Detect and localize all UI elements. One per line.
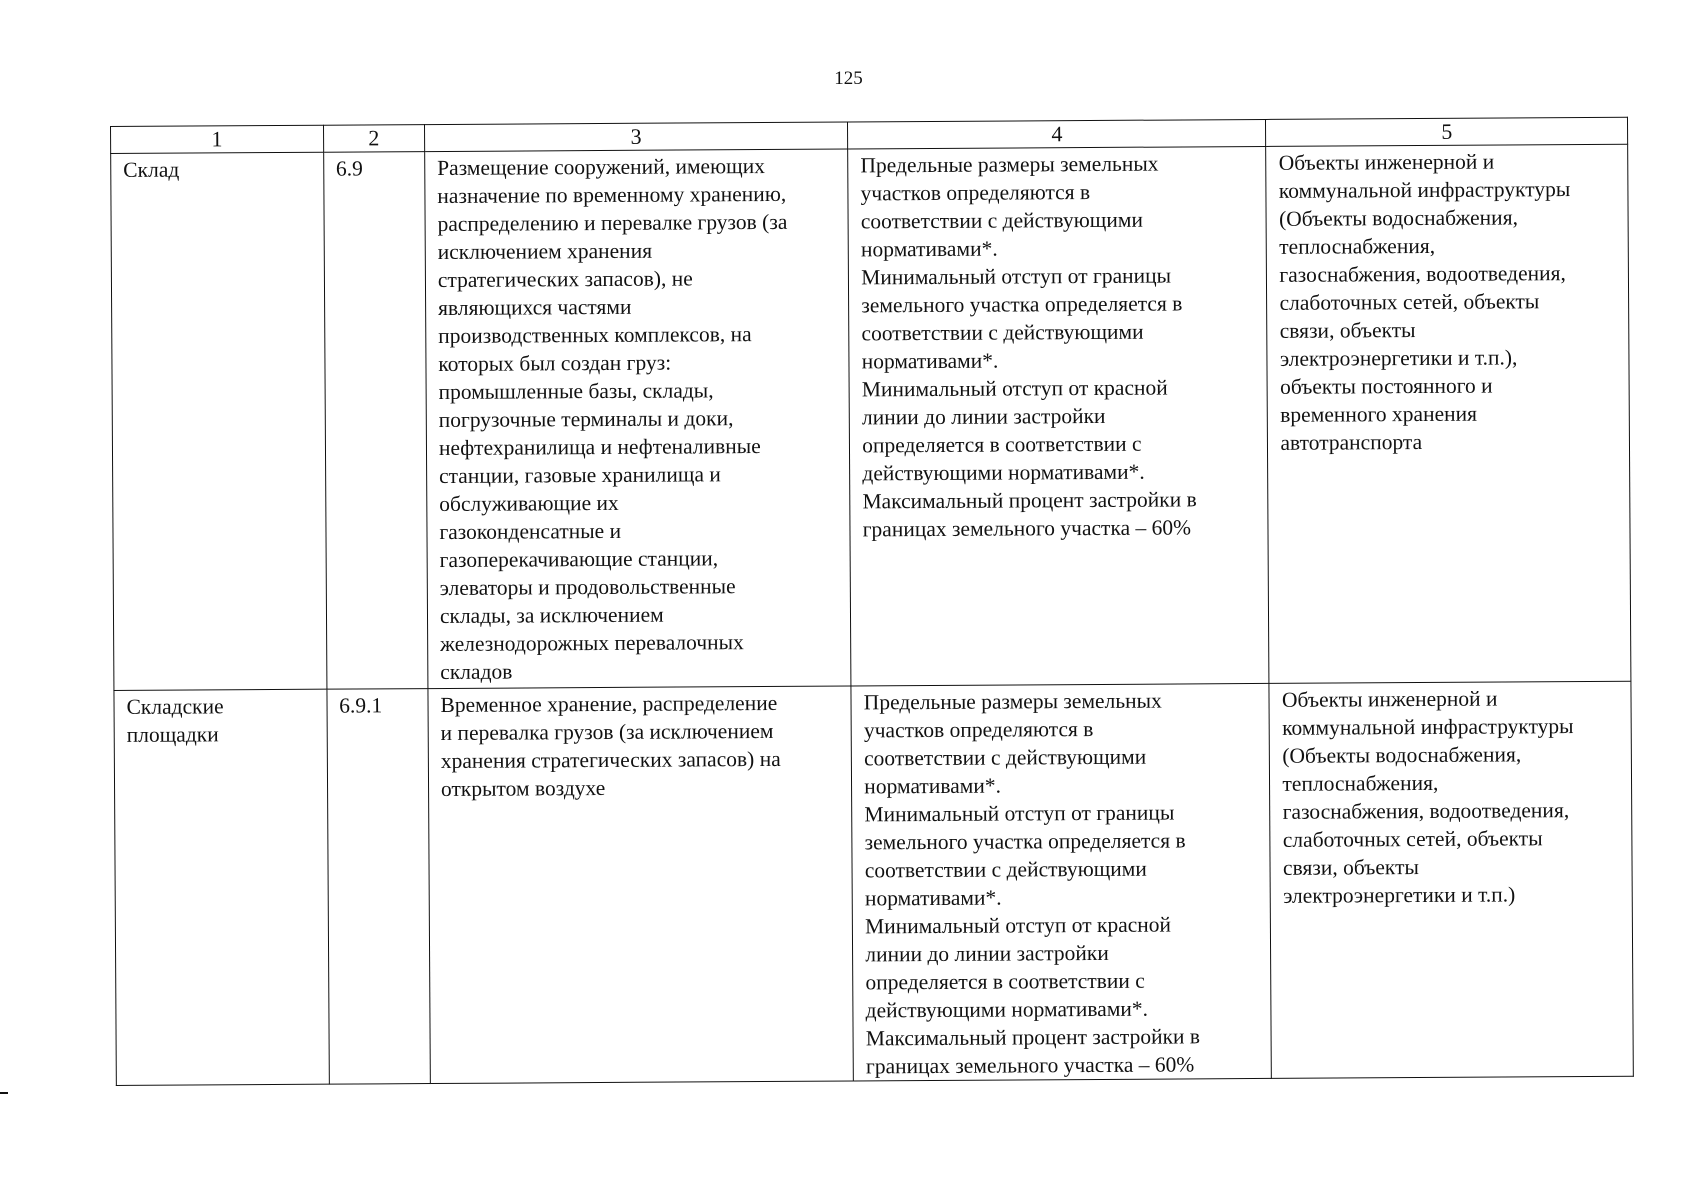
scan-edge-mark (0, 1092, 8, 1094)
use-name-cell: Склад (111, 152, 327, 690)
column-header-4: 4 (848, 119, 1266, 149)
zoning-table (110, 117, 1634, 1086)
column-header-3: 3 (424, 122, 847, 152)
table-row (114, 681, 1633, 1085)
page-number: 125 (834, 68, 863, 89)
use-description-cell: Размещение сооружений, имеющих назначение по временному хранению, распределению и перевалке грузов (за исключением хранения стратегических запасов), не являющихся частями производственных комплексов, на которых был создан груз: промышленные базы, склады, погрузочные терминалы и доки, нефтехранилища и нефтеналивные станции, газовые хранилища и обслуживающие их газоконденсатные и газоперекачивающие станции, элеваторы и продовольственные склады, за исключением железнодорожных перевалочных складов (425, 149, 852, 689)
auxiliary-uses-cell: Объекты инженерной и коммунальной инфраструктуры (Объекты водоснабжения, теплоснабжения, газоснабжения, водоотведения, слаботочных сетей, объекты связи, объекты электроэнергетики и т.п.) (1269, 681, 1633, 1078)
column-header-1: 1 (111, 125, 324, 153)
parameters-cell: Предельные размеры земельных участков определяются в соответствии с действующими нормативами*. Минимальный отступ от границы земельного участка определяется в соответствии с действующими нормативами*. Минимальный отступ от красной линии до линии застройки определяется в соответствии с действующими нормативами*. Максимальный процент застройки в границах земельного участка – 60% (848, 146, 1270, 686)
use-description-cell: Временное хранение, распределение и перевалка грузов (за исключением хранения стратегических запасов) на открытом воздухе (428, 686, 854, 1084)
use-code-cell: 6.9.1 (327, 689, 431, 1085)
use-code-cell: 6.9 (323, 152, 428, 690)
column-header-5: 5 (1266, 117, 1628, 146)
column-header-2: 2 (323, 125, 424, 153)
use-name-cell: Складские площадки (114, 689, 329, 1085)
table-row (111, 144, 1631, 690)
auxiliary-uses-cell: Объекты инженерной и коммунальной инфраструктуры (Объекты водоснабжения, теплоснабжения, газоснабжения, водоотведения, слаботочных сетей, объекты связи, объекты электроэнергетики и т.п.), объекты постоянного и временного хранения автотранспорта (1266, 144, 1631, 683)
parameters-cell: Предельные размеры земельных участков определяются в соответствии с действующими нормативами*. Минимальный отступ от границы земельного участка определяется в соответствии с действующими нормативами*. Минимальный отступ от красной линии до линии застройки определяется в соответствии с действующими нормативами*. Максимальный процент застройки в границах земельного участка – 60% (851, 683, 1272, 1081)
